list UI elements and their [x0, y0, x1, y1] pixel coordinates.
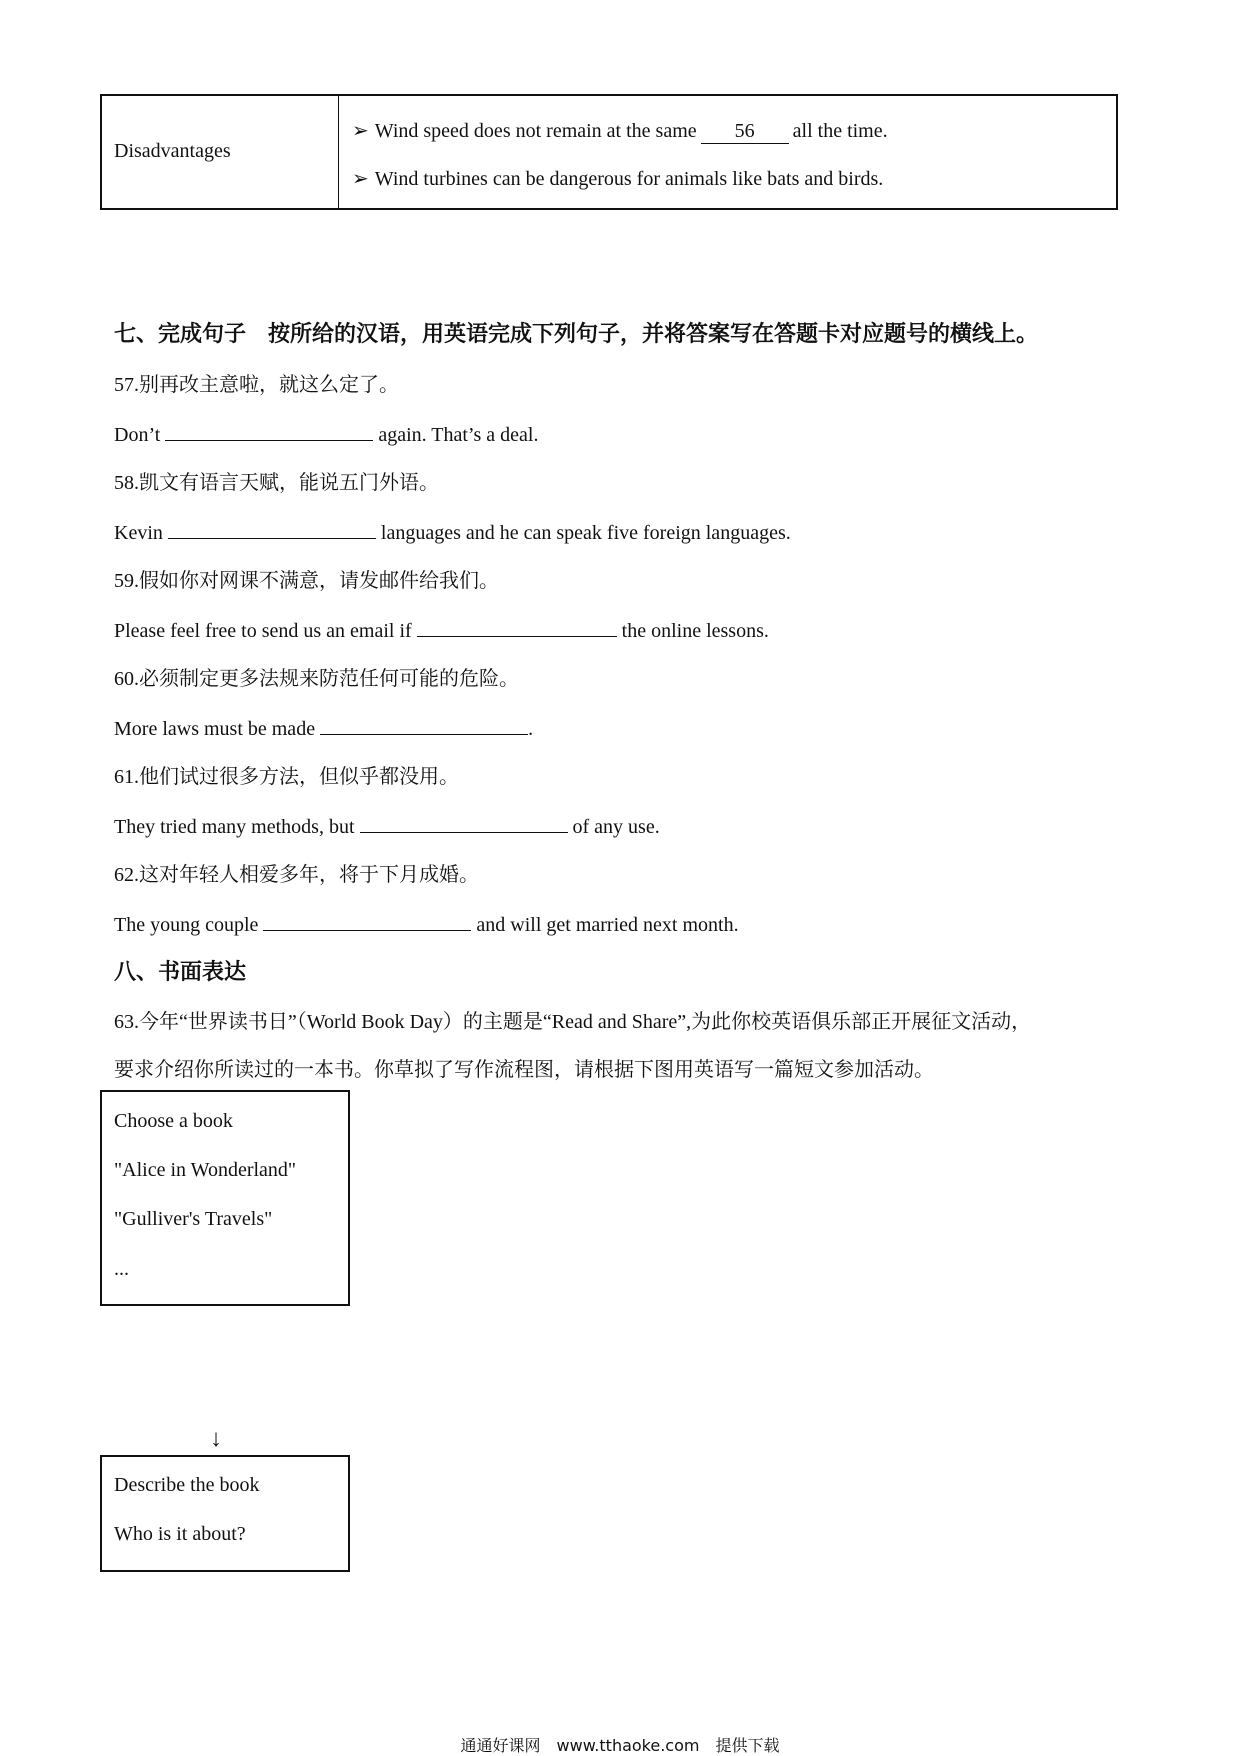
bullet-arrow-icon: ➢ [352, 168, 369, 190]
q59-chinese: 59.假如你对网课不满意，请发邮件给我们。 [114, 570, 499, 592]
disadvantages-table [100, 94, 1118, 210]
q59-answer-blank[interactable] [417, 618, 617, 637]
q59-after: the online lessons. [621, 620, 769, 642]
flow-box-2-item: Who is it about? [114, 1523, 246, 1545]
q62-after: and will get married next month. [476, 914, 739, 936]
flow-box-1-item: Choose a book [114, 1110, 233, 1132]
disadvantages-label: Disadvantages [114, 140, 231, 162]
blank-56: 56 [701, 120, 789, 144]
q57-english [114, 422, 538, 447]
q58-chinese: 58.凯文有语言天赋，能说五门外语。 [114, 472, 439, 494]
q61-after: of any use. [572, 816, 660, 838]
q57-before: Don’t [114, 424, 161, 446]
q62-chinese: 62.这对年轻人相爱多年，将于下月成婚。 [114, 864, 479, 886]
flow-box-1-item: "Gulliver's Travels" [114, 1208, 273, 1230]
q63-prompt-line-2: 要求介绍你所读过的一本书。你草拟了写作流程图，请根据下图用英语写一篇短文参加活动。 [114, 1059, 934, 1081]
flow-box-1-item: ... [114, 1258, 129, 1280]
q60-before: More laws must be made [114, 718, 316, 740]
flow-box-choose-book [100, 1090, 350, 1306]
q60-english [114, 716, 533, 741]
q58-answer-blank[interactable] [168, 520, 376, 539]
down-arrow-icon: ↓ [210, 1426, 222, 1452]
q61-english [114, 814, 660, 839]
q57-after: again. That’s a deal. [378, 424, 539, 446]
q61-answer-blank[interactable] [360, 814, 568, 833]
item-1-after: all the time. [792, 120, 888, 142]
q58-english [114, 520, 791, 545]
section-8-title: 八、书面表达 [114, 959, 247, 984]
q58-after: languages and he can speak five foreign languages. [380, 522, 791, 544]
page-footer: 通通好课网 www.tthaoke.com 提供下载 [460, 1736, 780, 1755]
q59-before: Please feel free to send us an email if [114, 620, 412, 642]
item-1-before: Wind speed does not remain at the same [374, 120, 697, 142]
flow-box-1-item: "Alice in Wonderland" [114, 1159, 297, 1181]
q60-answer-blank[interactable] [320, 716, 528, 735]
item-2-text: Wind turbines can be dangerous for animals like bats and birds. [374, 168, 884, 190]
q62-before: The young couple [114, 914, 259, 936]
disadvantage-item-1 [352, 118, 888, 144]
q61-chinese: 61.他们试过很多方法，但似乎都没用。 [114, 766, 459, 788]
disadvantage-item-2 [352, 166, 883, 191]
q57-chinese: 57.别再改主意啦，就这么定了。 [114, 374, 399, 396]
q58-before: Kevin [114, 522, 163, 544]
flow-box-2-item: Describe the book [114, 1474, 260, 1496]
q62-english [114, 912, 739, 937]
q60-after: . [528, 718, 534, 740]
q57-answer-blank[interactable] [165, 422, 373, 441]
table-divider [338, 96, 339, 208]
flow-box-describe-book [100, 1455, 350, 1572]
q63-prompt-line-1: 63.今年“世界读书日”（World Book Day）的主题是“Read and Share”,为此你校英语俱乐部正开展征文活动， [114, 1011, 1032, 1033]
q60-chinese: 60.必须制定更多法规来防范任何可能的危险。 [114, 668, 519, 690]
q59-english [114, 618, 769, 643]
q61-before: They tried many methods, but [114, 816, 355, 838]
q62-answer-blank[interactable] [263, 912, 471, 931]
section-7-title: 七、完成句子 按所给的汉语，用英语完成下列句子，并将答案写在答题卡对应题号的横线上。 [114, 321, 1039, 346]
bullet-arrow-icon: ➢ [352, 120, 369, 142]
